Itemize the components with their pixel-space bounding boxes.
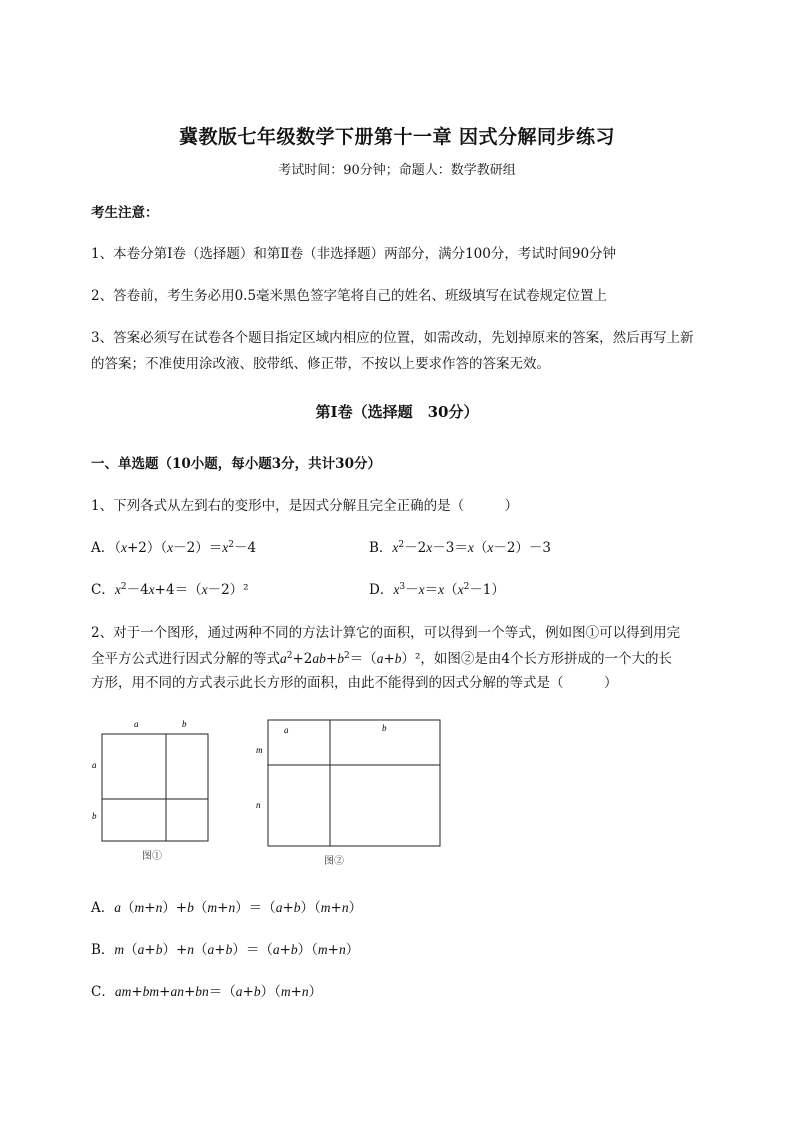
section-heading: 第I卷（选择题 30分）: [315, 403, 479, 421]
fig1-side-a: a: [92, 760, 97, 770]
option-label: B．: [91, 942, 115, 958]
q2-line2-post: ，如图②是由4个长方形拼成的一个大的长: [420, 651, 673, 667]
q2-stem-line3: 方形，用不同的方式表示此长方形的面积，由此不能得到的因式分解的等式是（ ）: [91, 675, 618, 691]
fig1-top-a: a: [134, 719, 139, 729]
notice-item-3-cont: 的答案；不准使用涂改液、胶带纸、修正带，不按以上要求作答的答案无效。: [91, 356, 550, 372]
q1-option-c[interactable]: C．$x^2-4x+4=(x-2)^2$: [91, 582, 249, 598]
page-title: 冀教版七年级数学下册第十一章 因式分解同步练习: [178, 126, 616, 148]
option-label: A．: [91, 540, 115, 556]
q1-option-d[interactable]: D．$x^3-x=x(x^2-1)$: [369, 582, 505, 598]
notice-item-3: 3、答案必须写在试卷各个题目指定区域内相应的位置，如需改动，先划掉原来的答案，然后再写上新: [91, 330, 694, 346]
q2-line2-pre: 全平方公式进行因式分解的等式: [91, 651, 280, 667]
option-label: D．: [369, 582, 394, 598]
notice-item-2: 2、答卷前，考生务必用0.5毫米黑色签字笔将自己的姓名、班级填写在试卷规定位置上: [91, 288, 608, 304]
fig2-side-n: n: [256, 800, 261, 810]
q1-option-a[interactable]: A．$(x+2)(x-2)=x^2-4$: [91, 540, 257, 556]
fig2-top-b: b: [382, 723, 387, 733]
fig1-caption: 图①: [142, 851, 162, 862]
fig2-top-a: a: [284, 725, 289, 735]
q2-option-a[interactable]: A．a（m+n）+b（m+n）＝（a+b）（m+n）: [91, 900, 363, 916]
fig2-caption: 图②: [324, 856, 344, 867]
fig1-top-b: b: [182, 719, 187, 729]
q1-stem: 1、下列各式从左到右的变形中，是因式分解且完全正确的是（ ）: [91, 498, 519, 514]
figure-1: [90, 715, 215, 869]
part-heading: 一、单选题（10小题，每小题3分，共计30分）: [91, 456, 381, 472]
q2-option-c[interactable]: C．am+bm+an+bn＝（a+b）（m+n）: [91, 984, 323, 1000]
notice-item-1: 1、本卷分第I卷（选择题）和第Ⅱ卷（非选择题）两部分，满分100分，考试时间90分钟: [91, 246, 617, 262]
q2-stem-line2: 全平方公式进行因式分解的等式$a^2+2ab+b^2=(a+b)^2$，如图②是由4个长方形拼成的一个大的长: [91, 651, 673, 667]
q1-option-b[interactable]: B．$x^2-2x-3=x(x-2)-3$: [369, 540, 552, 556]
option-label: C．: [91, 984, 115, 1000]
q2-option-b[interactable]: B．m（a+b）+n（a+b）＝（a+b）（m+n）: [91, 942, 360, 958]
fig1-side-b: b: [92, 811, 97, 821]
exam-info: 考试时间：90分钟；命题人：数学教研组: [278, 163, 516, 178]
notice-heading: 考生注意：: [91, 205, 159, 221]
q2-stem-line1: 2、对于一个图形，通过两种不同的方法计算它的面积，可以得到一个等式，例如图①可以得到用完: [91, 625, 681, 641]
option-label: C．: [91, 582, 115, 598]
fig2-side-m: m: [256, 745, 263, 755]
option-label: A．: [91, 900, 115, 916]
figure-2: [252, 715, 447, 874]
option-label: B．: [369, 540, 393, 556]
